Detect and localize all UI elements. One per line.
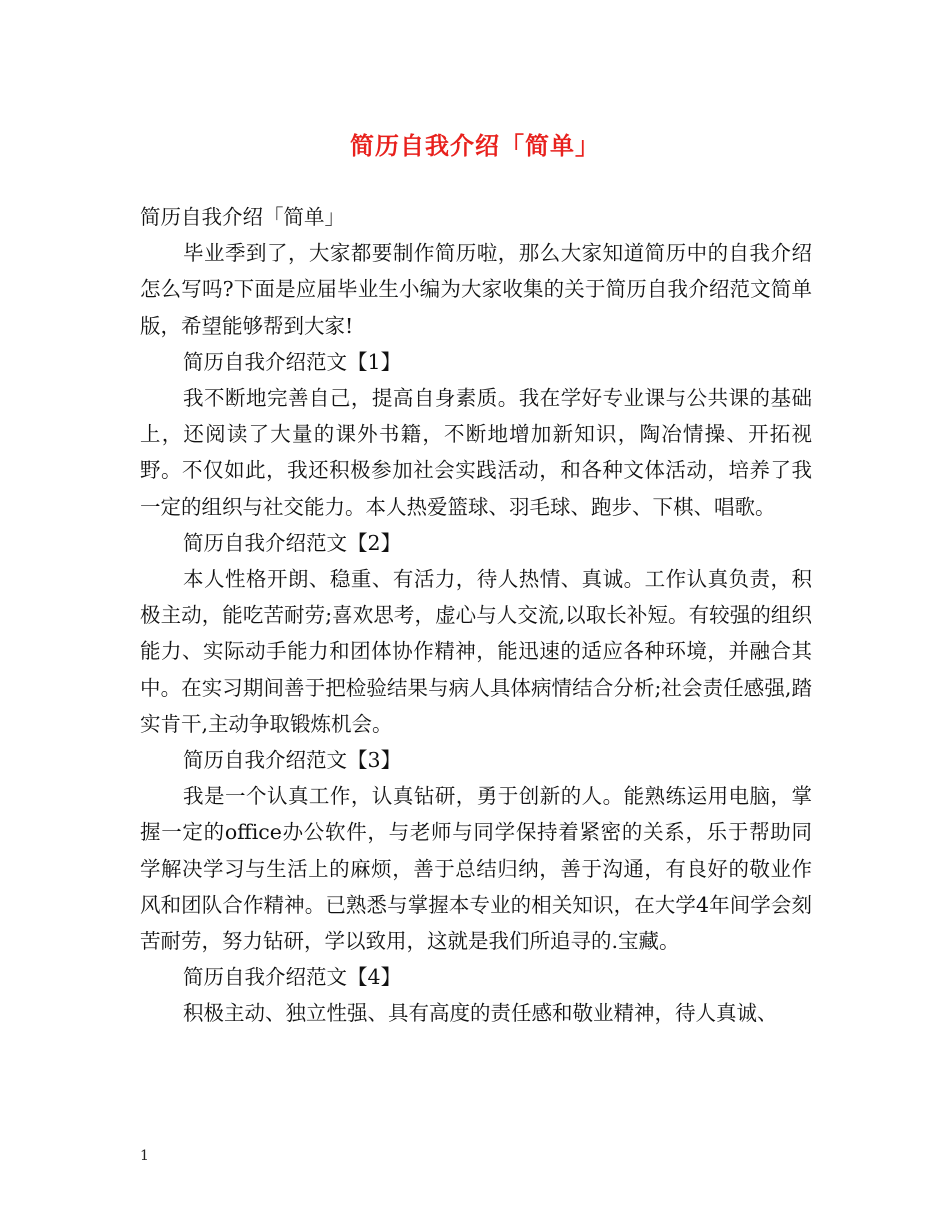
section-heading-4: 简历自我介绍范文【4】 bbox=[183, 965, 402, 990]
section-paragraph-3: 我是一个认真工作，认真钻研，勇于创新的人。能熟练运用电脑，掌握一定的office办公软件，与老师与同学保持着紧密的关系，乐于帮助同学解决学习与生活上的麻烦，善于总结归纳，善于沟通，有良好的敬业作风和团队合作精神。已熟悉与掌握本专业的相关知识，在大学4年间学会刻苦耐劳，努力钻研，学以致用，这就是我们所追寻的.宝藏。 bbox=[140, 784, 812, 954]
section-paragraph-4: 积极主动、独立性强、具有高度的责任感和敬业精神，待人真诚、 bbox=[183, 1001, 778, 1026]
section-paragraph-1: 我不断地完善自己，提高自身素质。我在学好专业课与公共课的基础上，还阅读了大量的课外书籍，不断地增加新知识，陶冶情操、开拓视野。不仅如此，我还积极参加社会实践活动，和各种文体活动，培养了我一定的组织与社交能力。本人热爱篮球、羽毛球、跑步、下棋、唱歌。 bbox=[140, 386, 812, 519]
section-heading-3: 简历自我介绍范文【3】 bbox=[183, 748, 402, 773]
section-paragraph-2: 本人性格开朗、稳重、有活力，待人热情、真诚。工作认真负责，积极主动，能吃苦耐劳;喜欢思考，虚心与人交流,以取长补短。有较强的组织能力、实际动手能力和团体协作精神，能迅速的适应各种环境，并融合其中。在实习期间善于把检验结果与病人具体病情结合分析;社会责任感强,踏实肯干,主动争取锻炼机会。 bbox=[140, 567, 812, 736]
document-body bbox=[140, 199, 812, 1032]
page-number: 1 bbox=[140, 1148, 149, 1164]
section-heading-1: 简历自我介绍范文【1】 bbox=[183, 349, 402, 374]
section-heading-2: 简历自我介绍范文【2】 bbox=[183, 530, 402, 555]
intro-paragraph: 毕业季到了，大家都要制作简历啦，那么大家知道简历中的自我介绍怎么写吗?下面是应届毕业生小编为大家收集的关于简历自我介绍范文简单版，希望能够帮到大家! bbox=[140, 241, 812, 338]
document-title: 简历自我介绍「简单」 bbox=[350, 131, 600, 160]
heading-line: 简历自我介绍「简单」 bbox=[140, 205, 345, 229]
